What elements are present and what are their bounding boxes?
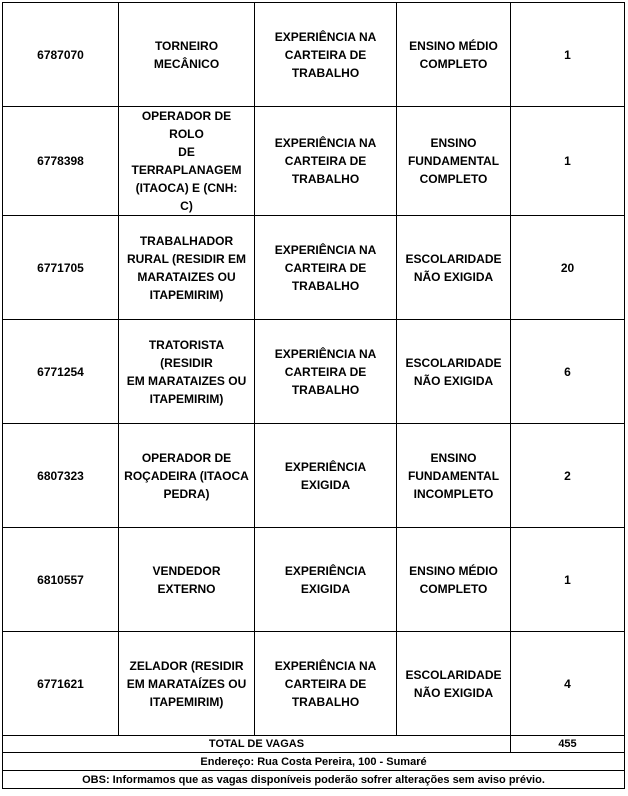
job-experience-line: CARTEIRA DE xyxy=(284,364,367,379)
job-education-line: ENSINO MÉDIO xyxy=(409,38,498,53)
address-row xyxy=(3,753,625,771)
job-experience-line: TRABALHO xyxy=(291,65,360,80)
job-education xyxy=(397,528,511,632)
job-education-line: NÃO EXIGIDA xyxy=(413,269,494,284)
job-code: 6787070 xyxy=(3,3,119,107)
job-role-line: VENDEDOR EXTERNO xyxy=(152,563,221,596)
job-role-line: RURAL (RESIDIR EM xyxy=(126,251,247,266)
job-role-line: (ITAOCA) E (CNH: xyxy=(135,181,238,195)
table-row xyxy=(3,3,625,107)
job-experience-line: TRABALHO xyxy=(291,172,360,186)
job-vacancies: 6 xyxy=(511,320,625,424)
job-role-line: MECÂNICO xyxy=(153,56,220,71)
job-role xyxy=(119,3,255,107)
job-education-line: FUNDAMENTAL xyxy=(407,154,500,168)
job-experience-line: EXPERIÊNCIA EXIGIDA xyxy=(284,459,367,492)
job-vacancies: 1 xyxy=(511,528,625,632)
job-experience xyxy=(255,216,397,320)
job-role-line: ZELADOR (RESIDIR xyxy=(129,658,244,673)
table-row xyxy=(3,528,625,632)
table-row xyxy=(3,107,625,216)
job-education-line: INCOMPLETO xyxy=(413,486,494,501)
job-vacancies: 4 xyxy=(511,632,625,736)
job-education-line: ENSINO MÉDIO xyxy=(409,563,498,578)
job-vacancies-table xyxy=(2,2,625,789)
job-vacancies: 1 xyxy=(511,107,625,216)
table-row xyxy=(3,424,625,528)
job-role-line: DE TERRAPLANAGEM xyxy=(131,145,242,177)
job-experience xyxy=(255,632,397,736)
job-education-line: ESCOLARIDADE xyxy=(405,251,502,266)
job-education xyxy=(397,320,511,424)
job-code: 6778398 xyxy=(3,107,119,216)
job-role-line: TRABALHADOR xyxy=(139,233,234,248)
job-role xyxy=(119,107,255,216)
job-experience xyxy=(255,424,397,528)
job-experience-line: TRABALHO xyxy=(291,694,360,709)
job-education-line: NÃO EXIGIDA xyxy=(413,685,494,700)
job-experience-line: EXPERIÊNCIA NA xyxy=(274,242,377,257)
job-rows xyxy=(3,3,625,736)
job-role xyxy=(119,320,255,424)
job-role xyxy=(119,632,255,736)
job-role-line: ITAPEMIRIM) xyxy=(149,694,224,709)
job-experience-line: CARTEIRA DE xyxy=(284,47,367,62)
job-role xyxy=(119,528,255,632)
job-role-line: C) xyxy=(180,199,193,213)
job-experience-line: EXPERIÊNCIA NA xyxy=(274,658,377,673)
job-education xyxy=(397,424,511,528)
total-value: 455 xyxy=(511,736,625,753)
job-experience-line: CARTEIRA DE xyxy=(284,676,367,691)
job-role-line: MARATAIZES OU xyxy=(137,269,236,284)
job-experience-line: TRABALHO xyxy=(291,278,360,293)
job-education-line: COMPLETO xyxy=(419,581,488,596)
job-education-line: ESCOLARIDADE xyxy=(405,667,502,682)
job-education xyxy=(397,216,511,320)
table-row xyxy=(3,320,625,424)
job-role xyxy=(119,424,255,528)
job-role xyxy=(119,216,255,320)
job-experience-line: CARTEIRA DE xyxy=(284,260,367,275)
job-experience-line: EXPERIÊNCIA EXIGIDA xyxy=(284,563,367,596)
job-role-line: ROÇADEIRA (ITAOCA xyxy=(124,468,249,483)
job-experience-line: EXPERIÊNCIA NA xyxy=(274,346,377,361)
total-row xyxy=(3,736,625,753)
job-code: 6771705 xyxy=(3,216,119,320)
job-education-line: NÃO EXIGIDA xyxy=(413,373,494,388)
job-experience xyxy=(255,107,397,216)
job-role-line: ITAPEMIRIM) xyxy=(149,391,224,406)
job-role-line: TRATORISTA (RESIDIR xyxy=(148,337,225,370)
obs-text: OBS: Informamos que as vagas disponíveis poderão sofrer alterações sem aviso prévio. xyxy=(3,771,625,789)
job-education-line: ENSINO xyxy=(430,450,477,465)
job-code: 6807323 xyxy=(3,424,119,528)
job-role-line: OPERADOR DE ROLO xyxy=(141,109,232,141)
job-experience xyxy=(255,528,397,632)
job-vacancies: 2 xyxy=(511,424,625,528)
table-row xyxy=(3,216,625,320)
job-education xyxy=(397,107,511,216)
obs-row xyxy=(3,771,625,789)
job-experience-line: TRABALHO xyxy=(291,382,360,397)
total-label: TOTAL DE VAGAS xyxy=(3,736,511,753)
address-text: Endereço: Rua Costa Pereira, 100 - Sumaré xyxy=(3,753,625,771)
job-role-line: OPERADOR DE xyxy=(141,450,232,465)
job-education-line: FUNDAMENTAL xyxy=(407,468,500,483)
job-experience xyxy=(255,320,397,424)
job-education-line: COMPLETO xyxy=(419,172,488,186)
job-education xyxy=(397,632,511,736)
job-code: 6810557 xyxy=(3,528,119,632)
job-vacancies: 20 xyxy=(511,216,625,320)
job-role-line: EM MARATAÍZES OU xyxy=(126,676,247,691)
job-role-line: EM MARATAIZES OU xyxy=(126,373,247,388)
job-experience-line: EXPERIÊNCIA NA xyxy=(274,29,377,44)
job-education-line: COMPLETO xyxy=(419,56,488,71)
job-code: 6771254 xyxy=(3,320,119,424)
job-experience-line: EXPERIÊNCIA NA xyxy=(274,136,377,150)
job-experience-line: CARTEIRA DE xyxy=(284,154,367,168)
job-education-line: ENSINO xyxy=(430,136,477,150)
job-education xyxy=(397,3,511,107)
job-role-line: PEDRA) xyxy=(163,486,210,501)
job-role-line: TORNEIRO xyxy=(154,38,219,53)
job-role-line: ITAPEMIRIM) xyxy=(149,287,224,302)
job-experience xyxy=(255,3,397,107)
job-education-line: ESCOLARIDADE xyxy=(405,355,502,370)
job-vacancies: 1 xyxy=(511,3,625,107)
job-code: 6771621 xyxy=(3,632,119,736)
table-row xyxy=(3,632,625,736)
